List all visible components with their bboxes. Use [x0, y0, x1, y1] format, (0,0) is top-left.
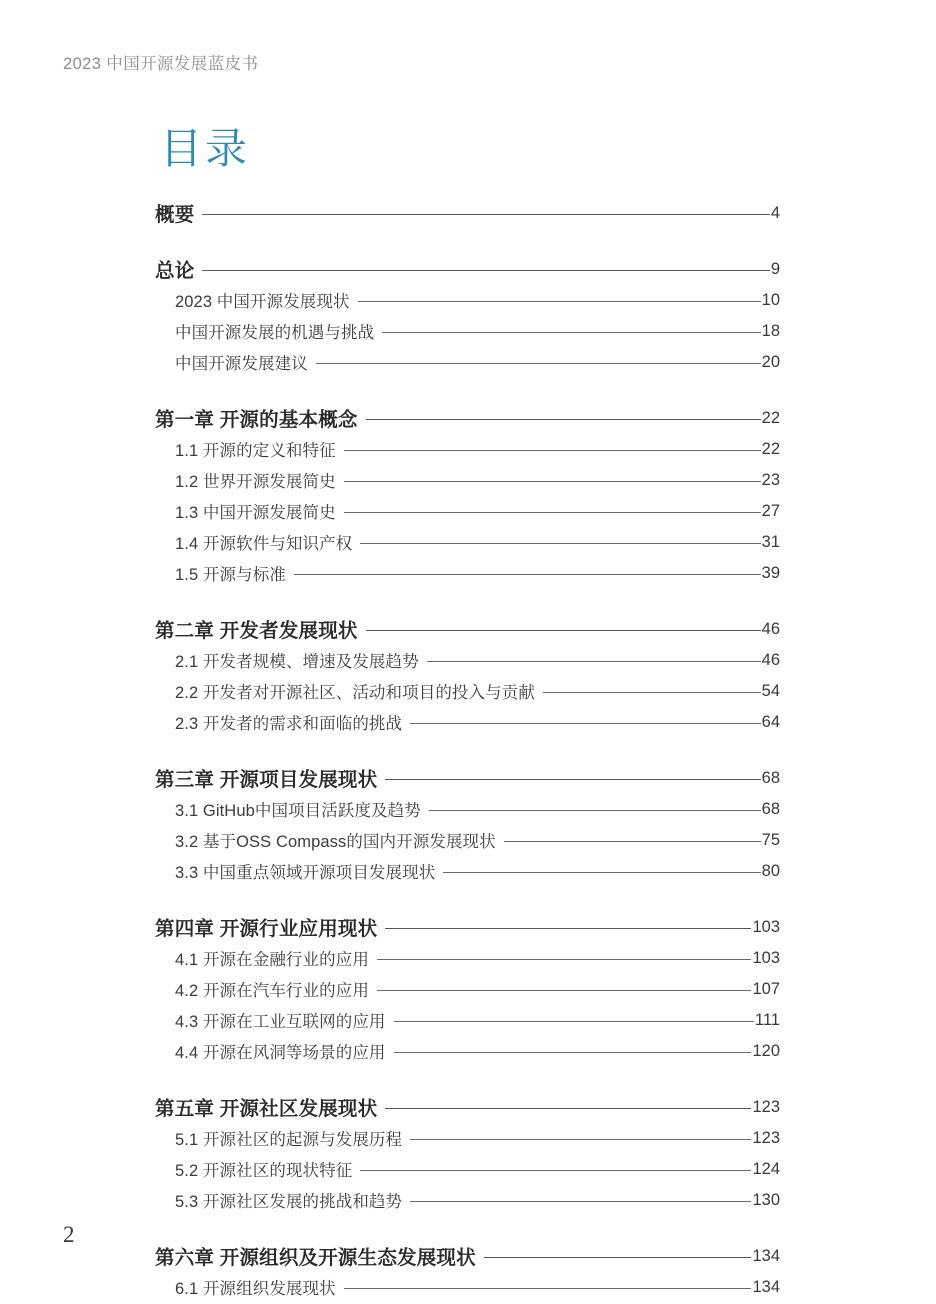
toc-leader-line	[202, 214, 769, 215]
toc-entry-label: 2.3 开发者的需求和面临的挑战	[175, 715, 403, 733]
toc-entry-section[interactable]	[155, 285, 780, 315]
toc-leader-line	[202, 270, 769, 271]
toc-entry-label: 5.3 开源社区发展的挑战和趋势	[175, 1193, 403, 1211]
toc-leader-line	[344, 512, 761, 513]
toc-leader-line	[344, 481, 761, 482]
toc-entry-chapter[interactable]	[155, 1241, 780, 1271]
toc-entry-page-number: 80	[761, 861, 780, 880]
page-number-folio: 2	[63, 1222, 75, 1247]
toc-entry-page-number: 31	[761, 532, 780, 551]
toc-entry-label: 6.1 开源组织发展现状	[175, 1280, 336, 1298]
toc-entry-section[interactable]	[155, 1005, 780, 1035]
toc-leader-line	[382, 332, 760, 333]
toc-leader-line	[385, 779, 760, 780]
toc-entry-chapter[interactable]	[155, 403, 780, 433]
toc-leader-line	[429, 810, 761, 811]
toc-entry-label: 中国开源发展建议	[175, 355, 308, 373]
toc-entry-section[interactable]	[155, 527, 780, 557]
running-header: 2023 中国开源发展蓝皮书	[63, 55, 259, 73]
toc-leader-line	[543, 692, 761, 693]
toc-entry-label: 第二章 开发者发展现状	[155, 620, 358, 642]
toc-entry-section[interactable]	[155, 1123, 780, 1153]
toc-entry-label: 概要	[155, 204, 195, 226]
toc-entry-section[interactable]	[155, 316, 780, 346]
toc-entry-label: 4.1 开源在金融行业的应用	[175, 951, 369, 969]
toc-entry-page-number: 27	[761, 501, 780, 520]
toc-entry-label: 第三章 开源项目发展现状	[155, 769, 378, 791]
toc-leader-line	[360, 1170, 751, 1171]
toc-entry-label: 5.2 开源社区的现状特征	[175, 1162, 353, 1180]
toc-leader-line	[385, 1108, 751, 1109]
toc-leader-line	[443, 872, 760, 873]
toc-entry-label: 2.2 开发者对开源社区、活动和项目的投入与贡献	[175, 684, 535, 702]
toc-leader-line	[484, 1257, 752, 1258]
toc-entry-page-number: 124	[752, 1159, 780, 1178]
toc-entry-page-number: 123	[752, 1097, 780, 1116]
toc-entry-page-number: 75	[761, 830, 780, 849]
toc-leader-line	[410, 723, 761, 724]
toc-entry-section[interactable]	[155, 1036, 780, 1066]
toc-entry-label: 4.2 开源在汽车行业的应用	[175, 982, 369, 1000]
toc-leader-line	[394, 1021, 754, 1022]
toc-entry-section[interactable]	[155, 496, 780, 526]
toc-entry-page-number: 39	[761, 563, 780, 582]
toc-entry-page-number: 68	[761, 768, 780, 787]
toc-entry-label: 1.5 开源与标准	[175, 566, 286, 584]
toc-entry-page-number: 68	[761, 799, 780, 818]
toc-entry-label: 2.1 开发者规模、增速及发展趋势	[175, 653, 419, 671]
toc-entry-page-number: 54	[761, 681, 780, 700]
toc-entry-page-number: 18	[761, 321, 780, 340]
toc-entry-page-number: 10	[761, 290, 780, 309]
toc-entry-label: 3.2 基于OSS Compass的国内开源发展现状	[175, 833, 496, 851]
toc-leader-line	[344, 1288, 752, 1289]
toc-entry-label: 第四章 开源行业应用现状	[155, 918, 378, 940]
toc-entry-label: 2023 中国开源发展现状	[175, 293, 350, 311]
toc-entry-page-number: 64	[761, 712, 780, 731]
toc-entry-chapter[interactable]	[155, 198, 780, 228]
toc-entry-page-number: 120	[752, 1041, 780, 1060]
toc-leader-line	[427, 661, 761, 662]
toc-entry-label: 1.3 中国开源发展简史	[175, 504, 336, 522]
toc-entry-page-number: 111	[754, 1010, 780, 1029]
toc-leader-line	[344, 450, 761, 451]
toc-entry-section[interactable]	[155, 1272, 780, 1302]
toc-entry-page-number: 22	[761, 439, 780, 458]
toc-entry-section[interactable]	[155, 434, 780, 464]
toc-leader-line	[366, 419, 761, 420]
toc-entry-label: 总论	[155, 260, 195, 282]
toc-entry-section[interactable]	[155, 856, 780, 886]
toc-entry-page-number: 134	[752, 1277, 780, 1296]
toc-entry-section[interactable]	[155, 1185, 780, 1215]
toc-entry-chapter[interactable]	[155, 763, 780, 793]
toc-entry-page-number: 22	[761, 408, 780, 427]
toc-entry-label: 4.4 开源在风洞等场景的应用	[175, 1044, 386, 1062]
toc-entry-page-number: 123	[752, 1128, 780, 1147]
toc-leader-line	[410, 1139, 751, 1140]
toc-entry-label: 1.2 世界开源发展简史	[175, 473, 336, 491]
toc-entry-chapter[interactable]	[155, 912, 780, 942]
toc-leader-line	[377, 990, 752, 991]
toc-entry-section[interactable]	[155, 676, 780, 706]
toc-entry-page-number: 134	[752, 1246, 780, 1265]
toc-entry-section[interactable]	[155, 794, 780, 824]
toc-entry-chapter[interactable]	[155, 614, 780, 644]
toc-entry-label: 第五章 开源社区发展现状	[155, 1098, 378, 1120]
toc-entry-page-number: 103	[752, 917, 780, 936]
toc-leader-line	[360, 543, 760, 544]
toc-entry-label: 3.1 GitHub中国项目活跃度及趋势	[175, 802, 421, 820]
toc-entry-label: 第六章 开源组织及开源生态发展现状	[155, 1247, 476, 1269]
toc-leader-line	[410, 1201, 751, 1202]
toc-entry-chapter[interactable]	[155, 1092, 780, 1122]
toc-entry-section[interactable]	[155, 943, 780, 973]
toc-entry-page-number: 4	[770, 203, 780, 222]
toc-entry-page-number: 103	[752, 948, 780, 967]
toc-entry-label: 中国开源发展的机遇与挑战	[175, 324, 375, 342]
toc-entry-label: 1.1 开源的定义和特征	[175, 442, 336, 460]
toc-entry-label: 5.1 开源社区的起源与发展历程	[175, 1131, 403, 1149]
toc-leader-line	[504, 841, 761, 842]
toc-entry-page-number: 23	[761, 470, 780, 489]
toc-leader-line	[294, 574, 761, 575]
toc-entry-section[interactable]	[155, 347, 780, 377]
toc-entry-page-number: 46	[761, 619, 780, 638]
toc-entry-page-number: 130	[752, 1190, 780, 1209]
toc-leader-line	[385, 928, 751, 929]
toc-entry-section[interactable]	[155, 558, 780, 588]
toc-entry-page-number: 20	[761, 352, 780, 371]
toc-entry-label: 4.3 开源在工业互联网的应用	[175, 1013, 386, 1031]
toc-entry-page-number: 46	[761, 650, 780, 669]
toc-entry-label: 1.4 开源软件与知识产权	[175, 535, 353, 553]
table-of-contents	[155, 198, 780, 1302]
toc-entry-section[interactable]	[155, 645, 780, 675]
toc-leader-line	[394, 1052, 752, 1053]
toc-entry-label: 3.3 中国重点领域开源项目发展现状	[175, 864, 436, 882]
toc-leader-line	[358, 301, 761, 302]
toc-entry-page-number: 9	[770, 259, 780, 278]
toc-entry-section[interactable]	[155, 707, 780, 737]
toc-leader-line	[316, 363, 761, 364]
toc-entry-section[interactable]	[155, 465, 780, 495]
toc-entry-label: 第一章 开源的基本概念	[155, 409, 358, 431]
page-title: 目录	[160, 125, 251, 172]
toc-entry-chapter[interactable]	[155, 254, 780, 284]
toc-leader-line	[366, 630, 761, 631]
toc-leader-line	[377, 959, 752, 960]
toc-entry-section[interactable]	[155, 1154, 780, 1184]
toc-entry-page-number: 107	[752, 979, 780, 998]
toc-entry-section[interactable]	[155, 974, 780, 1004]
toc-entry-section[interactable]	[155, 825, 780, 855]
